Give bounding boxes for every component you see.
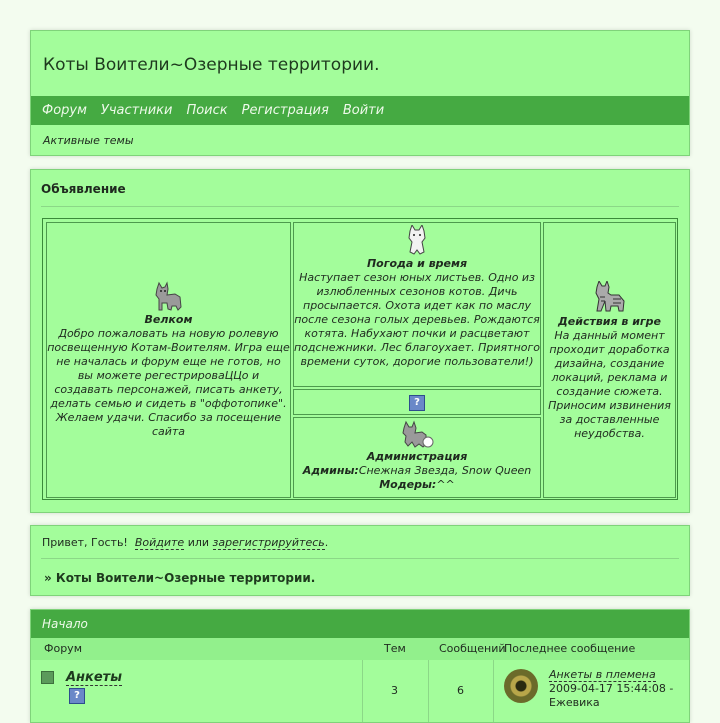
actions-heading: Действия в игре: [557, 315, 661, 328]
category-title[interactable]: Начало: [42, 617, 88, 631]
nav-search[interactable]: Поиск: [186, 103, 228, 118]
col-last-post: Последнее сообщение: [504, 642, 636, 655]
admin-heading: Администрация: [366, 450, 468, 463]
admins-list: Снежная Звезда, Snow Queen: [358, 464, 532, 477]
mods-label: Модеры:: [379, 478, 437, 491]
divider: [41, 206, 679, 207]
main-navigation: [31, 96, 689, 125]
forum-category-panel: [30, 609, 690, 723]
question-icon: ?: [409, 395, 425, 411]
divider: [41, 558, 679, 559]
last-post-link[interactable]: Анкеты в племена: [549, 668, 656, 681]
cat-icon: [400, 420, 434, 448]
greeting-text: Привет, Гость!: [42, 536, 128, 549]
admins-label: Админы:: [302, 464, 359, 477]
question-icon: ?: [69, 688, 85, 704]
welcome-heading: Велком: [144, 313, 193, 326]
welcome-panel: [30, 525, 690, 596]
forum-title: Коты Воители~Озерные территории.: [43, 55, 380, 75]
period: .: [324, 536, 329, 549]
actions-cell: [543, 222, 676, 498]
table-row: [31, 660, 689, 722]
col-topics: Тем: [384, 642, 406, 655]
announcement-panel: [30, 169, 690, 513]
weather-text: Наступает сезон юных листьев. Одно из излюбленных сезонов котов. Дичь просыпается. Охота идет как по маслу после сезона голых деревьев. Рождаются котята. Набухают почки и расцветают подснежники. Лес благоухает. Приятного времени суток, дорогие пользователи!): [294, 271, 541, 368]
topics-cell: [362, 660, 428, 722]
image-cell: [293, 389, 541, 415]
guest-greeting: [42, 536, 328, 549]
register-link[interactable]: зарегистрируйтесь: [212, 536, 325, 549]
avatar: [504, 669, 538, 703]
nav-forum[interactable]: Форум: [42, 103, 87, 118]
nav-register[interactable]: Регистрация: [241, 103, 329, 118]
weather-heading: Погода и время: [366, 257, 468, 270]
weather-cell: [293, 222, 541, 387]
cat-icon: [153, 281, 185, 311]
login-link[interactable]: Войдите: [134, 536, 185, 549]
last-post-meta: 2009-04-17 15:44:08 - Ежевика: [549, 682, 674, 709]
admin-cell: [293, 417, 541, 498]
breadcrumb[interactable]: » Коты Воители~Озерные территории.: [44, 571, 316, 585]
active-topics-link[interactable]: Активные темы: [43, 134, 134, 147]
forum-link[interactable]: Анкеты: [66, 670, 122, 685]
cat-icon: [404, 225, 430, 255]
header-panel: [30, 30, 690, 156]
welcome-cell: [46, 222, 291, 498]
column-headers: [31, 638, 689, 660]
col-posts: Сообщений: [439, 642, 506, 655]
nav-users[interactable]: Участники: [100, 103, 173, 118]
category-header: [31, 610, 689, 638]
welcome-text: Добро пожаловать на новую ролевую посвещенную Котам-Вoителям. Игра еще не началась и форум еще не готов, но вы можете регестрироваЦЦо и создавать персонажей, писать анкету, делать семью и сидеть в "оффотопике". Желаем удачи. Спасибо за посещение сайта: [47, 327, 290, 438]
topics-count: 3: [391, 684, 398, 697]
nav-login[interactable]: Войти: [342, 103, 385, 118]
col-forum: Форум: [44, 642, 82, 655]
posts-cell: [428, 660, 493, 722]
actions-text: На данный момент проходит доработка дизайна, создание локаций, реклама и создание сюжета. Приносим извинения за доставленные неудобства.: [548, 329, 671, 440]
posts-count: 6: [457, 684, 464, 697]
last-post-info: [549, 668, 684, 710]
mods-list: ^^: [436, 478, 455, 491]
or-text: или: [187, 536, 210, 549]
announcement-table: [42, 218, 678, 500]
cat-icon: [593, 281, 627, 313]
forum-status-icon: [41, 671, 54, 684]
announcement-title: Объявление: [41, 182, 126, 196]
